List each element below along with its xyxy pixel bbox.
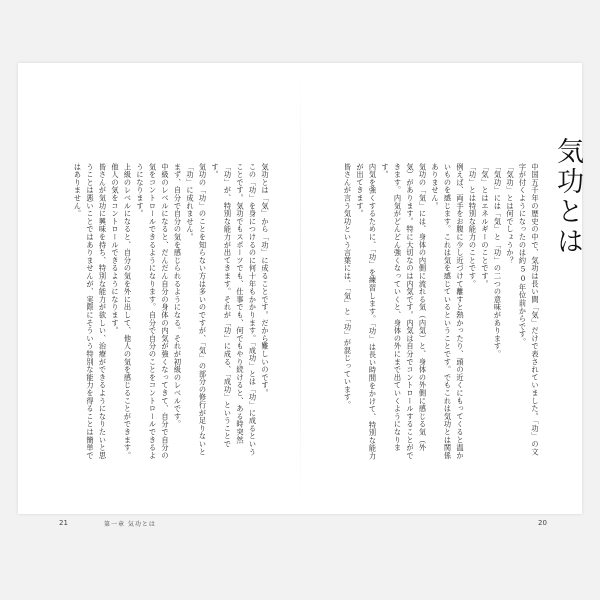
- paragraph: 上級のレベルになると、自分の気を外に出して、他人の気を感じることができます。他人の気をコントロールできるようになります。: [111, 163, 133, 460]
- paragraph: 例えば、両手をお腹に少し近づけて離すと熱かったり、頭の近くにもってくると温かいものを感じます。これは気を感じているということです。でもこれは気功とは関係ありません。: [431, 163, 465, 460]
- paragraph: 気功の「気」には、身体の内側に流れる気（内気）と、身体の外側に感じる気（外気）があります。特に大切なのは内気です。内気は自分でコントロールすることができます。内気がどんどん強くなっていくと、身体の外にまで出ていくようになります。: [381, 163, 428, 460]
- paragraph: 内気を強くするために、「功」を練習します。「功」は長い時間をかけて、特別な能力が出てきます。: [356, 163, 378, 460]
- left-page-body: [61, 163, 271, 463]
- left-page-number: 21: [59, 519, 68, 527]
- paragraph: この「功」を身につけるのに何十年もかかります。「成功」とは「功」に成るということです。気功でもスポーツでも、仕事でも、何でもやり続けると、ある時突然「功」が、特別な能力が出てきます。それが「功」に成る、「成功」ということです。: [211, 163, 258, 456]
- book-spread: [18, 63, 583, 528]
- running-head: 第一章 気功とは: [104, 521, 156, 528]
- paragraph: 「気功」とは何でしょうか？: [506, 163, 515, 265]
- paragraph: 中国五千年の歴史の中で、気功は長い間「気」だけで表されていました。「功」の文字が付くようになったのは約50年位前からです。: [518, 163, 540, 456]
- paragraph: 「功」とは特別な能力のことです。: [468, 163, 478, 288]
- paragraph: 皆さんが気功に興味を持ち、特別な能力が欲しい、治療ができるようになりたいと思うことは悪いことではありませんが、実際にそういう特別な能力を得ることは簡単ではありません。: [73, 163, 108, 460]
- paragraph: 皆さんが言う気功という言葉には、「気」と「功」が混じっています。: [343, 163, 353, 409]
- paragraph: 「気」とはエネルギーのことです。: [481, 163, 490, 288]
- chapter-title: 気功とは: [552, 137, 583, 257]
- right-page-body: [341, 163, 541, 463]
- paragraph: 気功とは「気」から「功」に成ることです。だから難しいのです。: [261, 163, 270, 397]
- paragraph: 「気功」には「気」と「功」の二つの意味があります。: [493, 163, 503, 358]
- paragraph: 中級のレベルになると、だんだん自分の身体の内気が強くなってきて、自分で自分の気をコントロールできるようになります。自分で自分のことをコントロールできるようになります。: [136, 163, 170, 460]
- right-page-number: 20: [538, 519, 547, 527]
- book-gutter: [300, 63, 301, 514]
- paragraph: 気功の「功」のことを知らない方は多いのですが、「気」の部分の修行が足りないと「功」に成れません。: [186, 163, 208, 456]
- paragraph: まず、自分で自分の気を感じられるようになる。それが初級のレベルです。: [173, 163, 183, 429]
